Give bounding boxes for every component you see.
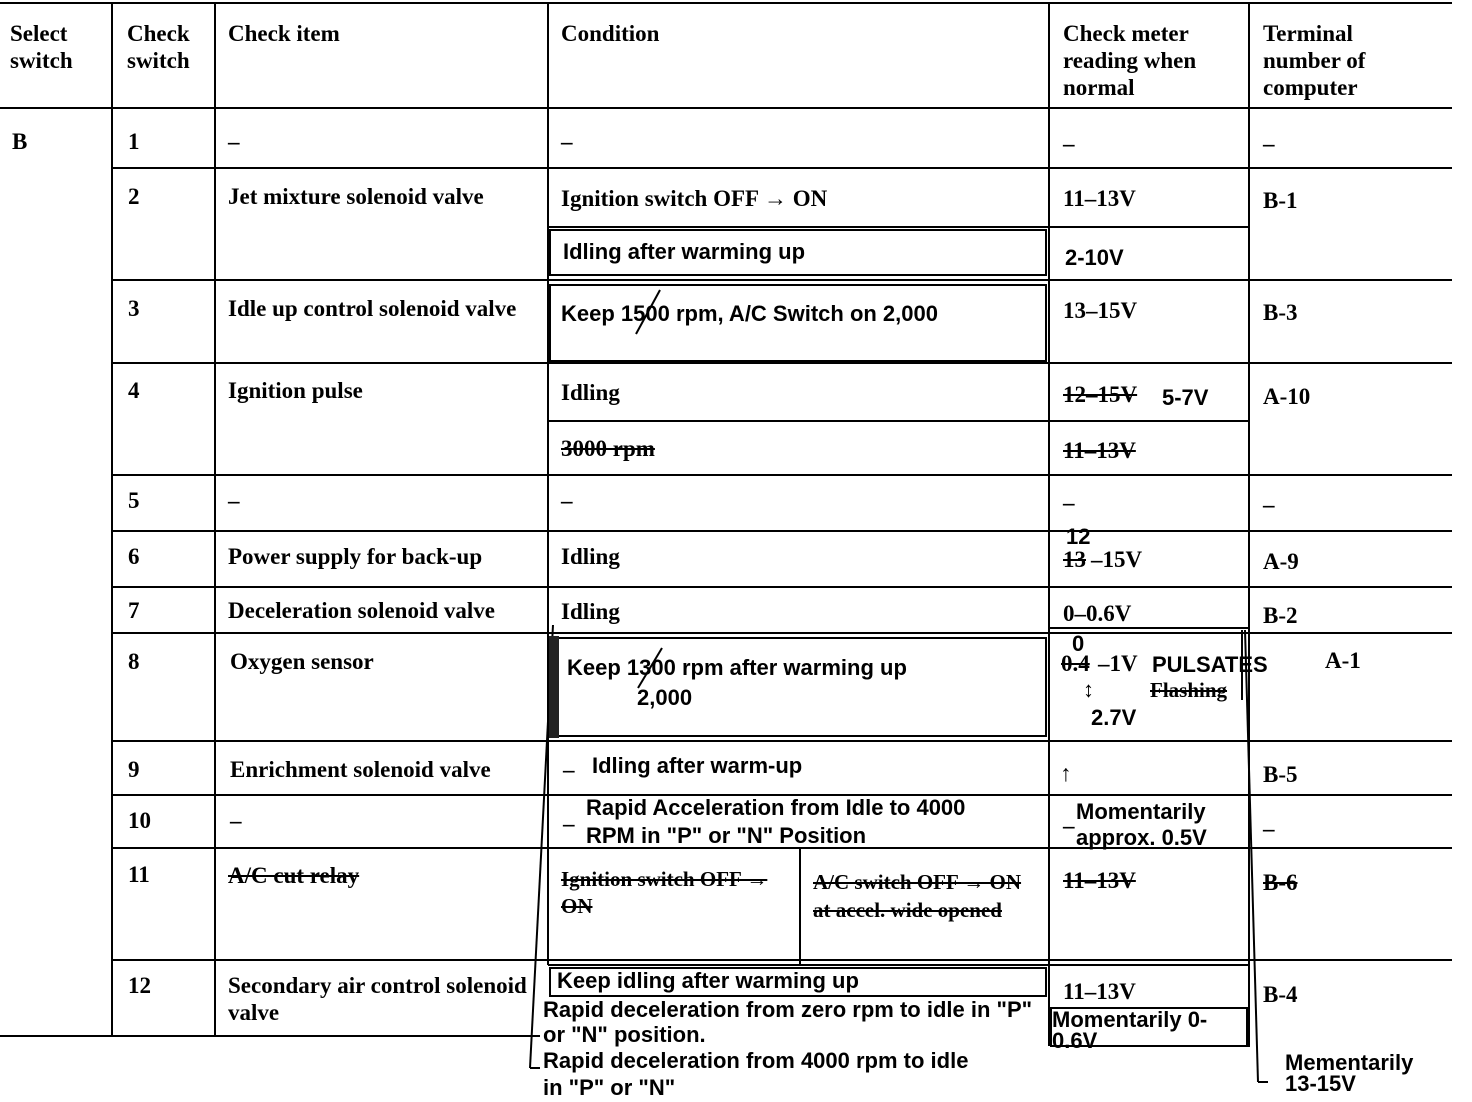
row8-cond-note: 2,000 bbox=[637, 685, 693, 710]
row8-meter-above: 0 bbox=[1072, 631, 1085, 656]
row4-num: 4 bbox=[128, 378, 140, 403]
row7-term: B-2 bbox=[1263, 603, 1298, 628]
row2-item: Jet mixture solenoid valve bbox=[228, 184, 484, 209]
row4-item: Ignition pulse bbox=[228, 378, 363, 403]
row2-term: B-1 bbox=[1263, 188, 1298, 213]
row10-cond-dash: – bbox=[563, 811, 575, 836]
row11-num: 11 bbox=[128, 862, 150, 887]
row8-meter-struck2: Flashing bbox=[1150, 678, 1228, 702]
row9-meter: ↑ bbox=[1060, 761, 1072, 786]
row10-meter-dash: – bbox=[1063, 813, 1075, 838]
row6-meter-above: 12 bbox=[1066, 524, 1091, 549]
row1-num: 1 bbox=[128, 129, 140, 154]
row11-item: A/C cut relay bbox=[228, 863, 360, 888]
row12-item: Secondary air control solenoid valve bbox=[228, 973, 527, 1025]
row10-item: – bbox=[230, 808, 242, 833]
select-switch-value: B bbox=[12, 129, 28, 154]
note-momentarily-low: Momentarily 0-0.6V bbox=[1052, 1007, 1208, 1053]
row7-num: 7 bbox=[128, 598, 140, 623]
row2-cond2: Idling after warming up bbox=[563, 239, 806, 264]
row1-cond: – bbox=[561, 129, 573, 154]
row10-meter: Momentarily approx. 0.5V bbox=[1076, 799, 1207, 850]
row4-cond2: 3000 rpm bbox=[561, 436, 655, 461]
row6-meter-struck: 13 bbox=[1063, 547, 1086, 572]
row6-item: Power supply for back-up bbox=[228, 544, 483, 569]
row10-num: 10 bbox=[128, 808, 151, 833]
row2-meter: 11–13V bbox=[1063, 186, 1136, 211]
row1-item: – bbox=[228, 129, 240, 154]
row8-meter-struck: 0.4 bbox=[1061, 651, 1090, 676]
row10-cond: Rapid Acceleration from Idle to 4000 RPM in "P" or "N" Position bbox=[586, 795, 966, 848]
header-check-switch: Check switch bbox=[127, 21, 190, 73]
row4-meter: 5-7V bbox=[1162, 385, 1209, 410]
row8-cond: Keep 1300 rpm after warming up bbox=[567, 655, 907, 680]
row7-meter: 0–0.6V bbox=[1063, 601, 1132, 626]
row5-num: 5 bbox=[128, 488, 140, 513]
row4-meter-struck: 12–15V bbox=[1063, 382, 1138, 407]
row1-term: – bbox=[1263, 131, 1275, 156]
row12-num: 12 bbox=[128, 973, 151, 998]
row4-cond: Idling bbox=[561, 380, 620, 405]
row11-cond: Ignition switch OFF → ON bbox=[561, 867, 768, 918]
note-momentarily-high: Mementarily 13-15V bbox=[1285, 1050, 1414, 1096]
header-select-switch: Select switch bbox=[10, 21, 73, 73]
row5-term: – bbox=[1263, 492, 1275, 517]
row6-cond: Idling bbox=[561, 544, 620, 569]
row8-item: Oxygen sensor bbox=[230, 649, 374, 674]
row3-term: B-3 bbox=[1263, 300, 1298, 325]
row3-item: Idle up control solenoid valve bbox=[228, 296, 517, 321]
header-meter-reading: Check meter reading when normal bbox=[1063, 21, 1197, 100]
row3-num: 3 bbox=[128, 296, 140, 321]
row8-meter2: 2.7V bbox=[1091, 705, 1137, 730]
row2-meter2: 2-10V bbox=[1065, 245, 1124, 270]
row12-cond: Keep idling after warming up bbox=[557, 968, 859, 993]
row9-cond: Idling after warm-up bbox=[592, 753, 803, 778]
row8-meter: –1V bbox=[1098, 651, 1138, 676]
row5-meter: – bbox=[1063, 490, 1075, 515]
header-terminal: Terminal number of computer bbox=[1263, 21, 1366, 100]
row3-cond: Keep 1500 rpm, A/C Switch on 2,000 bbox=[561, 301, 938, 326]
note-decel-zero: Rapid deceleration from zero rpm to idle in "P" or "N" position. bbox=[543, 997, 1033, 1047]
row7-item: Deceleration solenoid valve bbox=[228, 598, 496, 623]
row5-cond: – bbox=[561, 488, 573, 513]
header-condition: Condition bbox=[561, 21, 660, 46]
row8-meter-arrow: ↕ bbox=[1083, 677, 1094, 702]
row1-meter: – bbox=[1063, 131, 1075, 156]
row10-term: – bbox=[1263, 816, 1275, 841]
header-check-item: Check item bbox=[228, 21, 340, 46]
row8-num: 8 bbox=[128, 649, 140, 674]
row2-num: 2 bbox=[128, 184, 140, 209]
row7-cond: Idling bbox=[561, 599, 620, 624]
row9-cond-dash: – bbox=[563, 757, 575, 782]
row6-meter: –15V bbox=[1091, 547, 1143, 572]
row5-item: – bbox=[228, 488, 240, 513]
row3-meter: 13–15V bbox=[1063, 298, 1138, 323]
row6-term: A-9 bbox=[1263, 549, 1299, 574]
row8-term: A-1 bbox=[1325, 648, 1361, 673]
row11-term: B-6 bbox=[1263, 870, 1298, 895]
row2-cond: Ignition switch OFF → ON bbox=[561, 186, 828, 211]
row4-meter2: 11–13V bbox=[1063, 438, 1136, 463]
row9-term: B-5 bbox=[1263, 762, 1298, 787]
row12-meter: 11–13V bbox=[1063, 979, 1136, 1004]
row6-num: 6 bbox=[128, 544, 140, 569]
row9-item: Enrichment solenoid valve bbox=[230, 757, 491, 782]
row12-term: B-4 bbox=[1263, 982, 1298, 1007]
row11-cond-b: A/C switch OFF → ON at accel. wide opened bbox=[813, 870, 1022, 922]
row9-num: 9 bbox=[128, 757, 140, 782]
row4-term: A-10 bbox=[1263, 384, 1311, 409]
row11-meter: 11–13V bbox=[1063, 868, 1136, 893]
row8-meter-note: PULSATES bbox=[1152, 652, 1268, 677]
note-decel-4000: Rapid deceleration from 4000 rpm to idle in "P" or "N" bbox=[543, 1048, 969, 1100]
